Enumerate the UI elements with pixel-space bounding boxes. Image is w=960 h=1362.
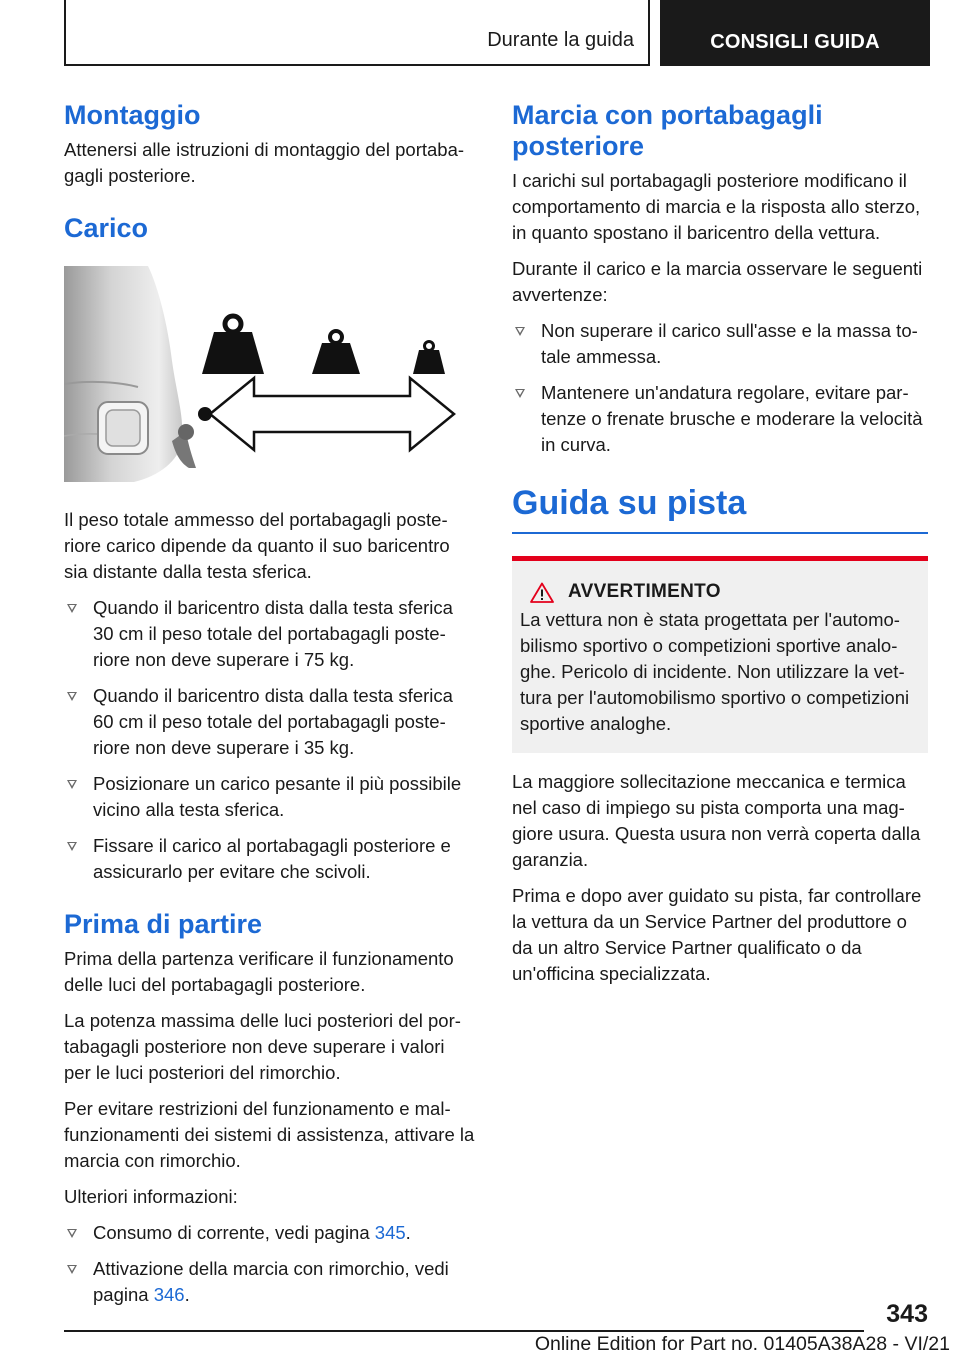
warning-box [512,556,928,753]
list-item: Mantenere un'andatura regolare, evitare partenze o frenate brusche e moderare la velocità in curva. [512,380,928,458]
text-montaggio: Attenersi alle istruzioni di montaggio del portabagagli posteriore. [64,139,465,186]
section-tab [64,0,650,66]
rear-carrier-load-illustration [64,266,476,482]
page-link-345[interactable]: 345 [374,1222,406,1243]
text-prima-3: Per evitare restrizioni del funzionamento e malfunzionamenti dei sistemi di assistenza, attivare la marcia con rimorchio. [64,1098,475,1171]
text-prima-4: Ulteriori informazioni: [64,1186,238,1207]
footer-divider [64,1330,864,1332]
chapter-title: CONSIGLI GUIDA [710,31,880,53]
page-link-346[interactable]: 346 [153,1284,185,1305]
section-title: Durante la guida [487,29,634,51]
list-item: Fissare il carico al portabagagli posteriore e assicurarlo per evitare che scivoli. [64,833,476,885]
page-header [64,0,930,66]
list-item: Posizionare un carico pesante il più possibile vicino alla testa sferica. [64,771,476,823]
list-marcia [512,318,928,458]
list-item: Non superare il carico sull'asse e la massa totale ammessa. [512,318,928,370]
page-number: 343 [886,1300,928,1328]
text-marcia-1: I carichi sul portabagagli posteriore modificano il comportamento di marcia e la risposta allo sterzo, in quanto spostano il baricentro della vettura. [512,170,921,243]
bullet-triangle-icon [67,780,77,789]
text-prima-1: Prima della partenza verificare il funzionamento delle luci del portabagagli posteriore. [64,948,454,995]
footer-edition: Online Edition for Part no. 01405A38A28 - VI/21 [534,1333,950,1355]
bullet-triangle-icon [515,327,525,336]
right-column [512,100,928,997]
bullet-triangle-icon [67,604,77,613]
heading-prima-di-partire: Prima di partire [64,909,263,939]
chapter-tab [660,0,930,66]
heading-carico: Carico [64,213,149,243]
list-carico [64,595,476,885]
text-guida-1: La maggiore sollecitazione meccanica e termica nel caso di impiego su pista comporta una maggiore usura. Questa usura non verrà coperta dalla garanzia. [512,771,921,870]
bullet-triangle-icon [67,1265,77,1274]
list-item: Quando il baricentro dista dalla testa sferica 30 cm il peso totale del portabagagli posteriore non deve superare i 75 kg. [64,595,476,673]
text-guida-2: Prima e dopo aver guidato su pista, far controllare la vettura da un Service Partner del produttore o da un altro Service Partner qualificato o da un'officina specializzata. [512,885,922,984]
list-item: Quando il baricentro dista dalla testa sferica 60 cm il peso totale del portabagagli posteriore non deve superare i 35 kg. [64,683,476,761]
list-item: Attivazione della marcia con rimorchio, vedi pagina 346. [64,1256,476,1308]
heading-guida-su-pista: Guida su pista [512,482,928,534]
heading-montaggio: Montaggio [64,100,201,130]
text-marcia-2: Durante il carico e la marcia osservare le seguenti avvertenze: [512,258,923,305]
left-column [64,100,476,1318]
heading-marcia: Marcia con portabagagli posteriore [512,100,823,161]
bullet-triangle-icon [67,692,77,701]
warning-title: AVVERTIMENTO [568,581,721,602]
warning-triangle-icon [530,582,554,603]
bullet-triangle-icon [515,389,525,398]
warning-text: La vettura non è stata progettata per l'automobilismo sportivo o competizioni sportive analoghe. Pericolo di incidente. Non utilizzare la vettura per l'automobilismo sportivo o competizioni sportive analoghe. [520,609,910,734]
list-references [64,1220,476,1308]
text-carico: Il peso totale ammesso del portabagagli posteriore carico dipende da quanto il suo baricentro sia distante dalla testa sferica. [64,509,450,582]
bullet-triangle-icon [67,1229,77,1238]
text-prima-2: La potenza massima delle luci posteriori del portabagagli posteriore non deve superare i valori per le luci posteriori del rimorchio. [64,1010,461,1083]
warning-header [520,581,920,603]
bullet-triangle-icon [67,842,77,851]
list-item: Consumo di corrente, vedi pagina 345. [64,1220,476,1246]
